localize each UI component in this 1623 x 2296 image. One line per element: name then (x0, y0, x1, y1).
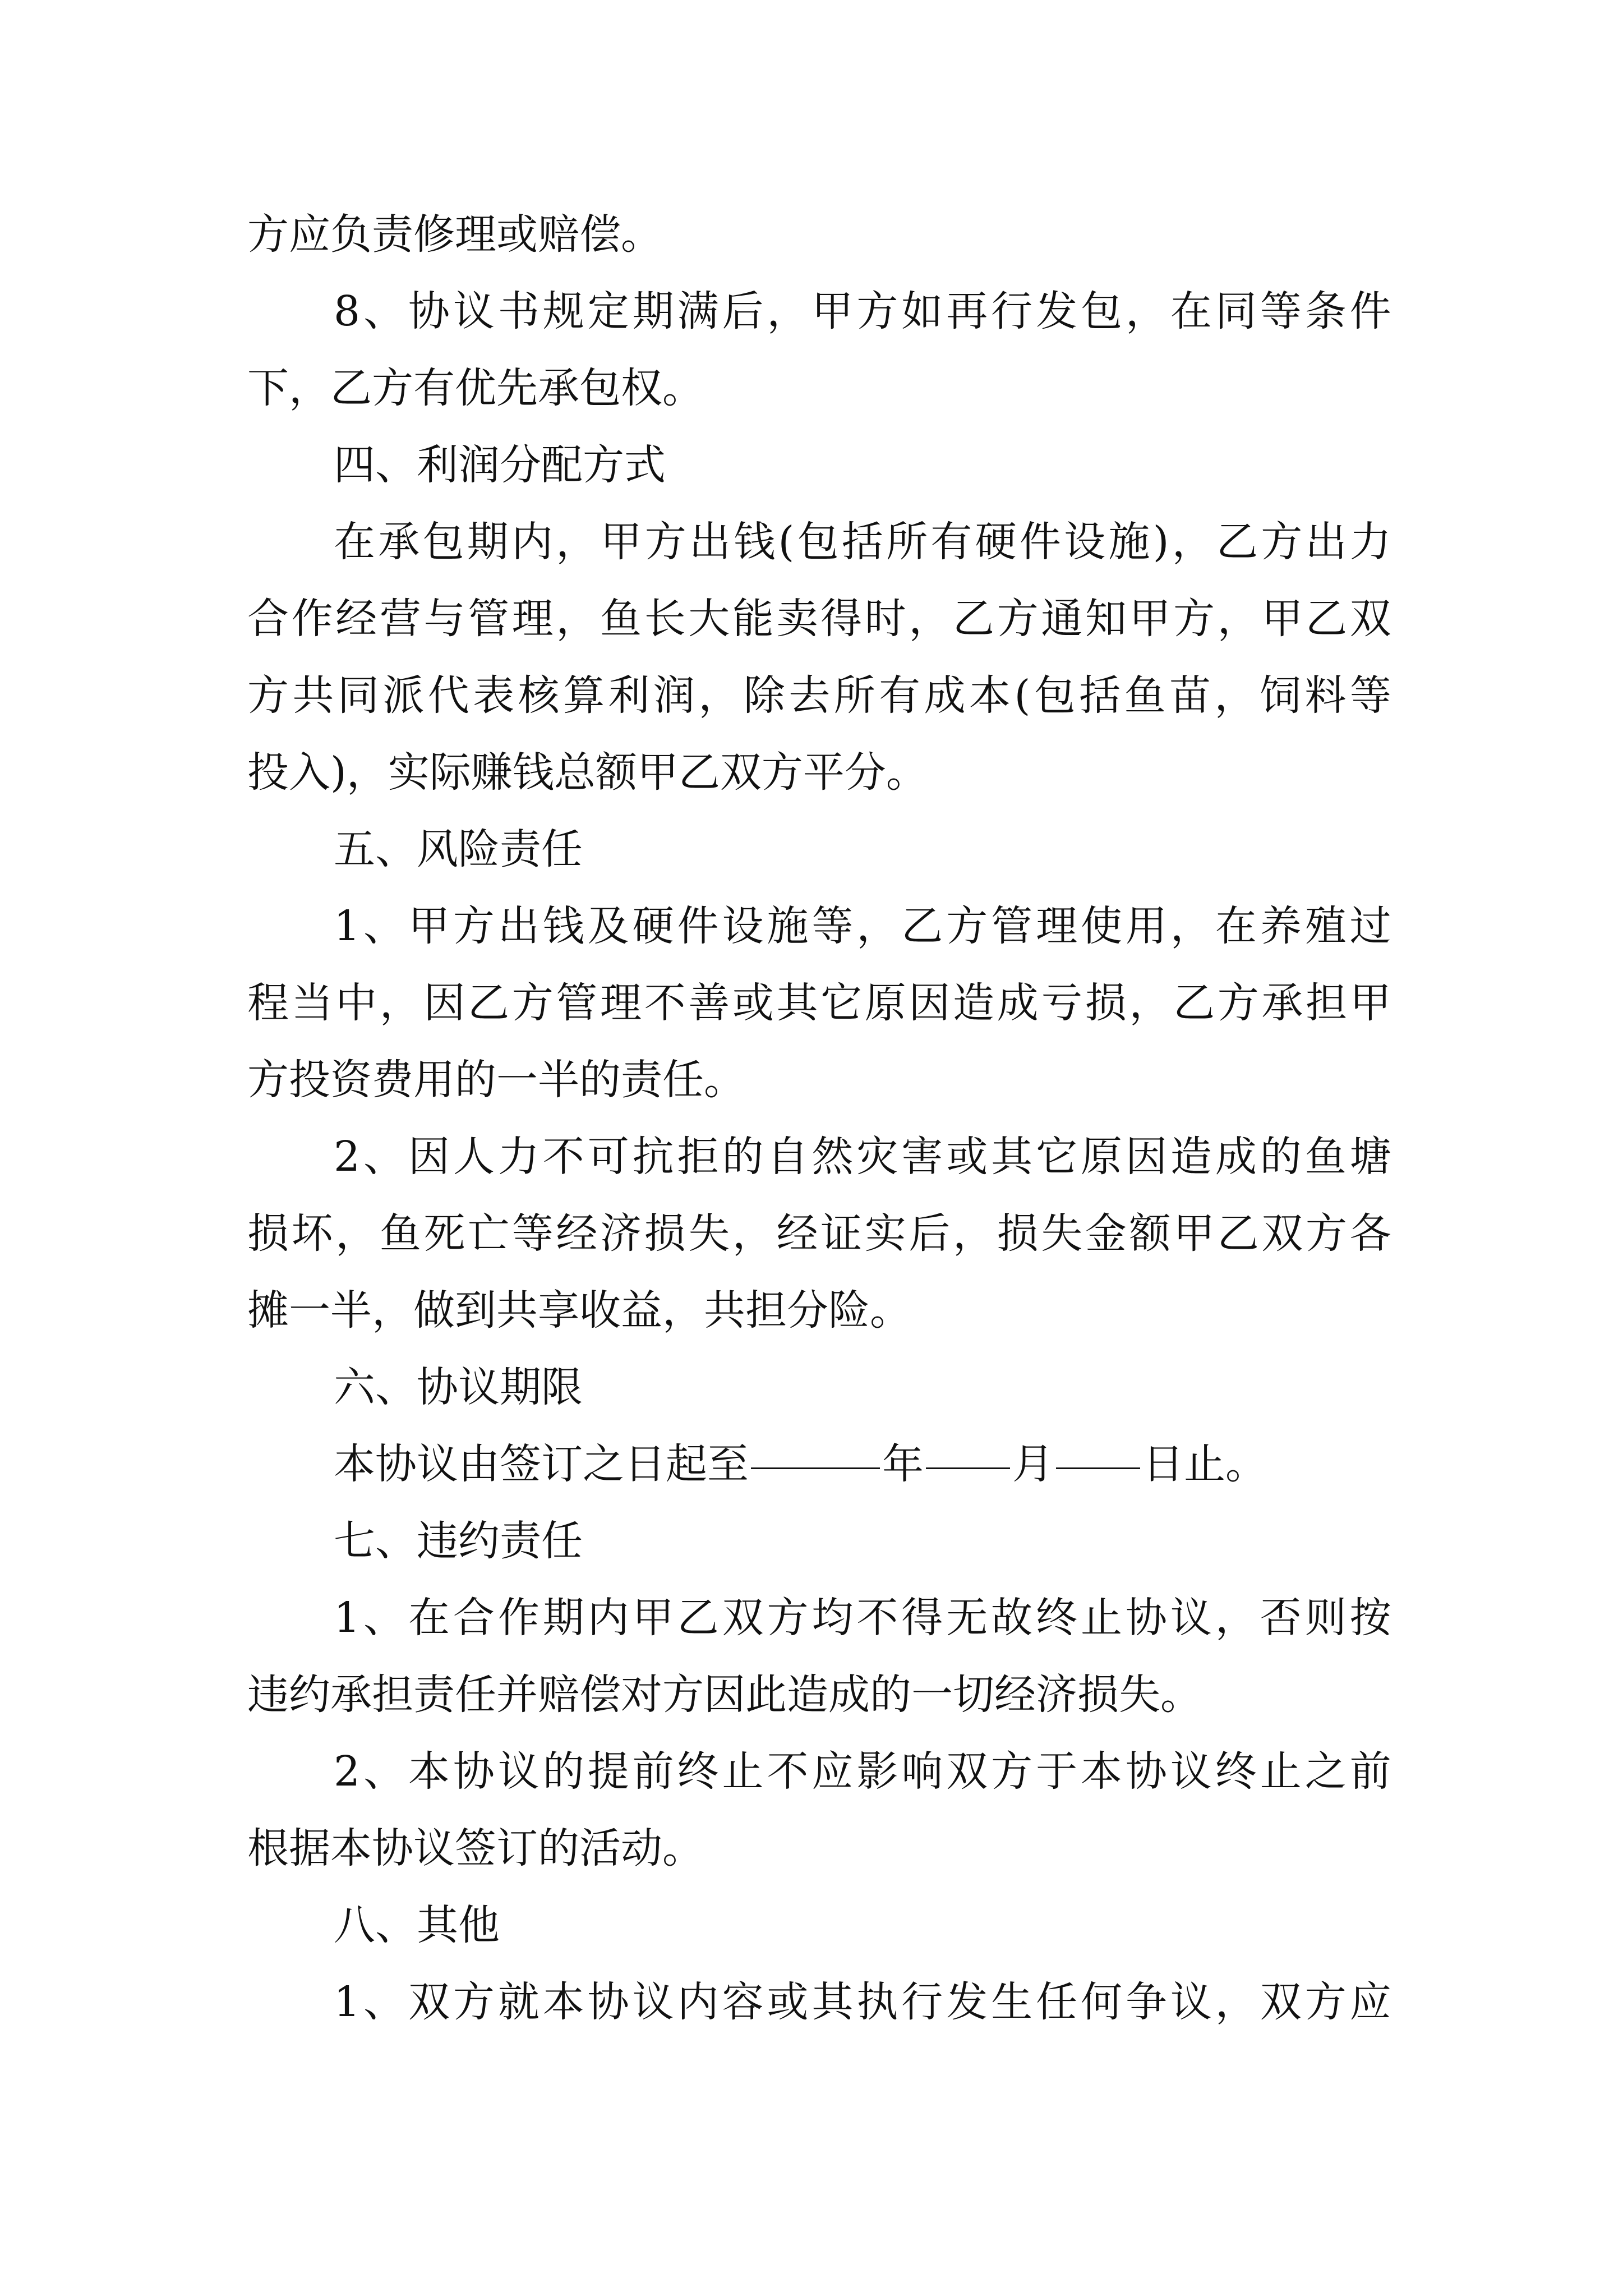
text-line: 1 、 在 合 作 期 内 甲 乙 双 方 均 不 得 无 故 终 止 协 议 ， 否 则 按 (334, 1594, 1391, 1642)
text-line: 合 作 经 营 与 管 理 ， 鱼 长 大 能 卖 得 时 ， 乙 方 通 知 甲 方 ， 甲 乙 双 (247, 595, 1391, 643)
year-label: 年 (882, 1440, 924, 1488)
text-line: 四、利润分配方式 (334, 441, 666, 489)
text-line: 投入)，实际赚钱总额甲乙双方平分。 (247, 748, 928, 797)
day-blank (1056, 1426, 1140, 1469)
day-suffix: 日止。 (1142, 1440, 1267, 1488)
text-line: 方投资费用的一半的责任。 (247, 1056, 745, 1104)
text-line: 在 承 包 期 内 ， 甲 方 出 钱 ( 包 括 所 有 硬 件 设 施 ) ， 乙 方 出 力 (334, 518, 1391, 566)
text-line: 根据本协议签订的活动。 (247, 1824, 704, 1872)
text-line: 1 、 双 方 就 本 协 议 内 容 或 其 执 行 发 生 任 何 争 议 ， 双 方 应 (334, 1978, 1391, 2026)
text-line: 五、风险责任 (334, 825, 583, 873)
text-line: 8 、 协 议 书 规 定 期 满 后 ， 甲 方 如 再 行 发 包 ， 在 同 等 条 件 (334, 287, 1391, 335)
text-line: 六、协议期限 (334, 1363, 583, 1411)
text-line: 下，乙方有优先承包权。 (247, 364, 704, 412)
text-line: 2 、 本 协 议 的 提 前 终 止 不 应 影 响 双 方 于 本 协 议 终 止 之 前 (334, 1747, 1391, 1796)
month-blank (926, 1426, 1010, 1469)
text-line: 2 、 因 人 力 不 可 抗 拒 的 自 然 灾 害 或 其 它 原 因 造 成 的 鱼 塘 (334, 1133, 1391, 1181)
month-label: 月 (1012, 1440, 1054, 1488)
text-line: 七、违约责任 (334, 1517, 583, 1565)
text-line: 摊一半，做到共享收益，共担分险。 (247, 1286, 911, 1335)
text-line: 违约承担责任并赔偿对方因此造成的一切经济损失。 (247, 1671, 1202, 1719)
term-clause-line (247, 1426, 1391, 1503)
document-body (247, 196, 1391, 2041)
text-line: 方 共 同 派 代 表 核 算 利 润 ， 除 去 所 有 成 本 ( 包 括 鱼 苗 ， 饲 料 等 (247, 671, 1391, 720)
text-line: 1 、 甲 方 出 钱 及 硬 件 设 施 等 ， 乙 方 管 理 使 用 ， 在 养 殖 过 (334, 902, 1391, 950)
text-line: 方应负责修理或赔偿。 (247, 210, 662, 259)
text-line: 程 当 中 ， 因 乙 方 管 理 不 善 或 其 它 原 因 造 成 亏 损 ， 乙 方 承 担 甲 (247, 979, 1391, 1027)
text-line: 损 坏 ， 鱼 死 亡 等 经 济 损 失 ， 经 证 实 后 ， 损 失 金 额 甲 乙 双 方 各 (247, 1209, 1391, 1258)
text-line: 八、其他 (334, 1901, 500, 1949)
year-blank (751, 1426, 880, 1469)
term-prefix: 本协议由签订之日起至 (334, 1440, 749, 1488)
